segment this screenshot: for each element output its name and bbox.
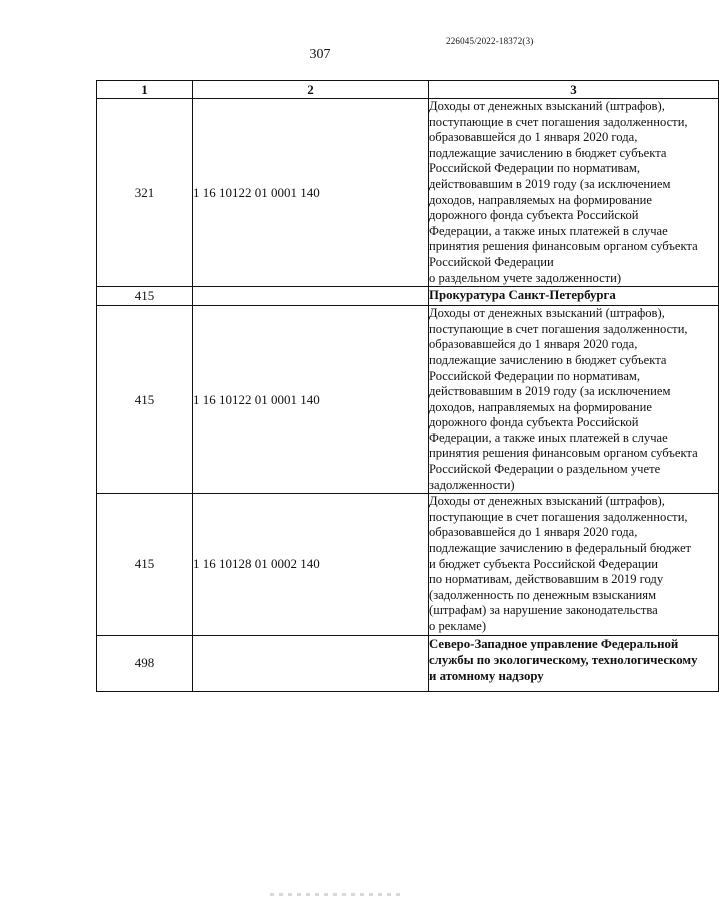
description-line: Российской Федерации по нормативам,	[429, 368, 641, 383]
description-line: принятия решения финансовым органом субъекта	[429, 239, 698, 254]
description-line: (задолженность по денежным взысканиям	[429, 587, 657, 602]
description-line: о раздельном учете задолженности)	[429, 270, 622, 285]
description-cell	[429, 494, 719, 635]
admin-code-cell: 498	[97, 635, 193, 691]
income-code-cell	[193, 287, 429, 306]
table-row	[97, 494, 719, 635]
description-line: образовавшейся до 1 января 2020 года,	[429, 525, 638, 540]
description-line: и бюджет субъекта Российской Федерации	[429, 556, 659, 571]
admin-code-cell: 415	[97, 494, 193, 635]
description-line: Федерации, а также иных платежей в случае	[429, 223, 668, 238]
description-line: Доходы от денежных взысканий (штрафов),	[429, 99, 665, 113]
description-line: доходов, направляемых на формирование	[429, 192, 652, 207]
budget-classification-table	[96, 80, 719, 692]
description-cell	[429, 99, 719, 287]
description-line: образовавшейся до 1 января 2020 года,	[429, 130, 638, 145]
administrator-name: и атомному надзору	[429, 668, 544, 683]
description-line: действовавшим в 2019 году (за исключением	[429, 384, 671, 399]
description-line: по нормативам, действовавшим в 2019 году	[429, 572, 664, 587]
description-line: (штрафам) за нарушение законодательства	[429, 603, 658, 618]
description-line: подлежащие зачислению в федеральный бюджет	[429, 541, 692, 556]
column-header-2: 2	[193, 81, 429, 99]
description-line: подлежащие зачислению в бюджет субъекта	[429, 352, 667, 367]
description-line: дорожного фонда субъекта Российской	[429, 415, 639, 430]
description-line: действовавшим в 2019 году (за исключением	[429, 176, 671, 191]
description-line: дорожного фонда субъекта Российской	[429, 208, 639, 223]
description-line: Федерации, а также иных платежей в случае	[429, 430, 668, 445]
income-code-cell: 1 16 10122 01 0001 140	[193, 99, 429, 287]
column-header-3: 3	[429, 81, 719, 99]
scan-artifact	[270, 893, 400, 896]
description-line: образовавшейся до 1 января 2020 года,	[429, 337, 638, 352]
description-line: Российской Федерации по нормативам,	[429, 161, 641, 176]
income-code-cell: 1 16 10128 01 0002 140	[193, 494, 429, 635]
description-line: Российской Федерации	[429, 254, 554, 269]
document-registration-number: 226045/2022-18372(3)	[446, 36, 534, 46]
administrator-name-cell	[429, 287, 719, 306]
income-code-cell	[193, 635, 429, 691]
description-line: поступающие в счет погашения задолженности,	[429, 114, 688, 129]
description-line: поступающие в счет погашения задолженности,	[429, 509, 688, 524]
table-row	[97, 635, 719, 691]
table-row	[97, 287, 719, 306]
administrator-name: службы по экологическому, технологическому	[429, 652, 698, 667]
table-header-row	[97, 81, 719, 99]
administrator-name: Северо-Западное управление Федеральной	[429, 636, 679, 651]
administrator-name-cell	[429, 635, 719, 691]
description-line: поступающие в счет погашения задолженности,	[429, 321, 688, 336]
table-row	[97, 306, 719, 494]
admin-code-cell: 415	[97, 287, 193, 306]
description-line: Доходы от денежных взысканий (штрафов),	[429, 306, 665, 321]
description-line: подлежащие зачислению в бюджет субъекта	[429, 145, 667, 160]
income-code-cell: 1 16 10122 01 0001 140	[193, 306, 429, 494]
table-row	[97, 99, 719, 287]
column-header-1: 1	[97, 81, 193, 99]
description-cell	[429, 306, 719, 494]
admin-code-cell: 321	[97, 99, 193, 287]
admin-code-cell: 415	[97, 306, 193, 494]
description-line: задолженности)	[429, 477, 515, 492]
page-number: 307	[309, 47, 331, 62]
description-line: доходов, направляемых на формирование	[429, 399, 652, 414]
description-line: принятия решения финансовым органом субъекта	[429, 446, 698, 461]
description-line: Доходы от денежных взысканий (штрафов),	[429, 494, 665, 509]
description-line: о рекламе)	[429, 619, 487, 633]
description-line: Российской Федерации о раздельном учете	[429, 462, 661, 477]
administrator-name: Прокуратура Санкт-Петербурга	[429, 288, 616, 303]
